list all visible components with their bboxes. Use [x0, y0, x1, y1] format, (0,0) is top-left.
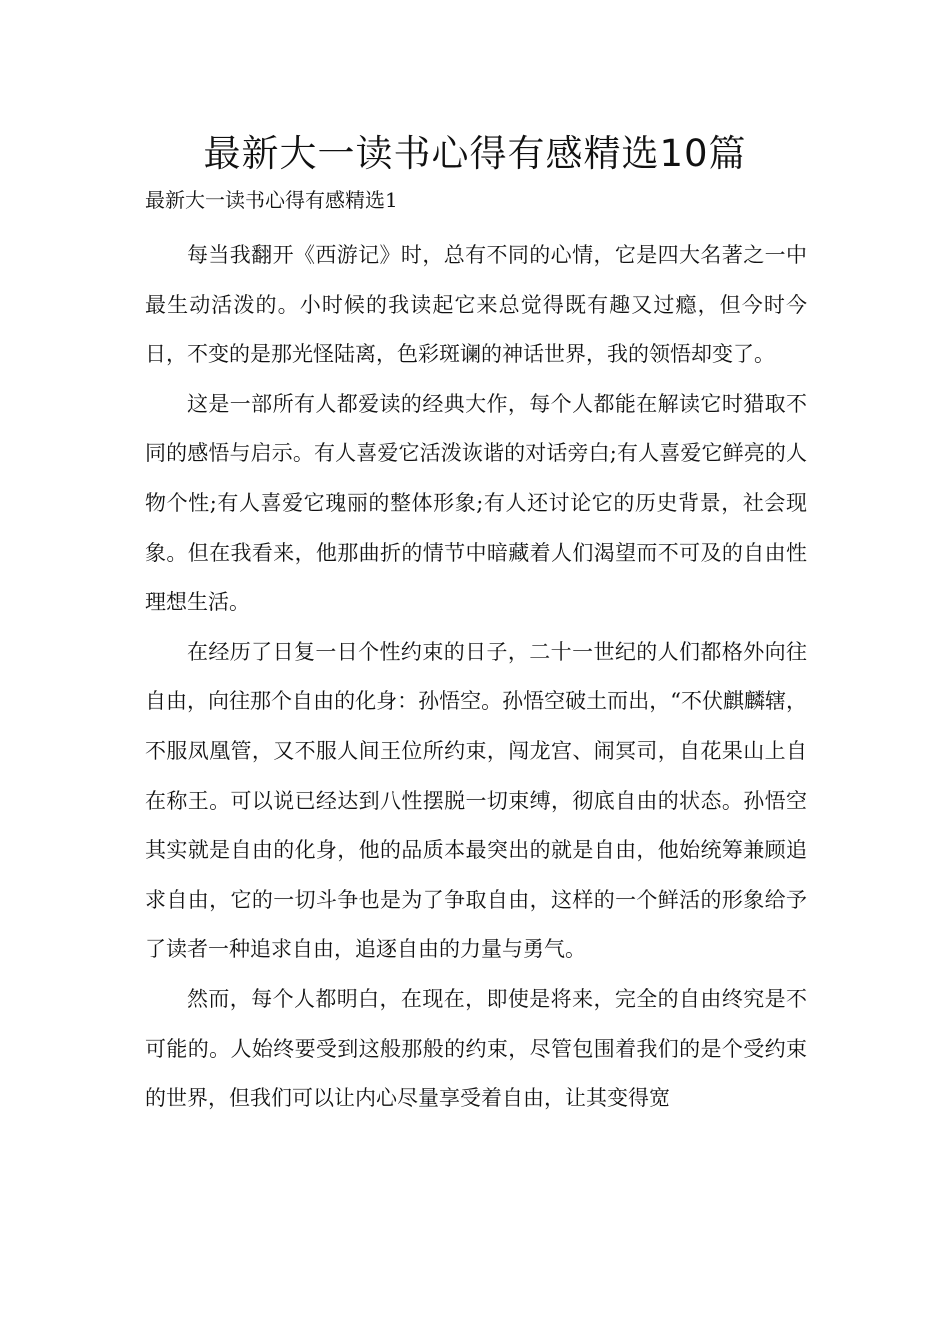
paragraph-3: 在经历了日复一日个性约束的日子，二十一世纪的人们都格外向往自由，向往那个自由的化身：孙悟空。孙悟空破土而出，“不伏麒麟辖，不服凤凰管，又不服人间王位所约束，闯龙宫、闹冥司，自花果山上自在称王。可以说已经达到八性摆脱一切束缚，彻底自由的状态。孙悟空其实就是自由的化身，他的品质本最突出的就是自由，他始统筹兼顾追求自由，它的一切斗争也是为了争取自由，这样的一个鲜活的形象给予了读者一种追求自由，追逐自由的力量与勇气。: [145, 639, 807, 962]
paragraph-1: 每当我翻开《西游记》时，总有不同的心情，它是四大名著之一中最生动活泼的。小时候的我读起它来总觉得既有趣又过瘾，但今时今日，不变的是那光怪陆离，色彩斑谰的神话世界，我的领悟却变了。: [145, 243, 807, 367]
paragraph-4: 然而，每个人都明白，在现在，即使是将来，完全的自由终究是不可能的。人始终要受到这般那般的约束，尽管包围着我们的是个受约束的世界，但我们可以让内心尽量享受着自由，让其变得宽: [145, 986, 807, 1111]
document-title: 最新大一读书心得有感精选10篇: [203, 132, 747, 175]
document-body: [145, 231, 807, 1124]
section-heading: 最新大一读书心得有感精选1: [145, 188, 398, 212]
paragraph-2: 这是一部所有人都爱读的经典大作，每个人都能在解读它时猎取不同的感悟与启示。有人喜爱它活泼诙谐的对话旁白;有人喜爱它鲜亮的人物个性;有人喜爱它瑰丽的整体形象;有人还讨论它的历史背景，社会现象。但在我看来，他那曲折的情节中暗藏着人们渴望而不可及的自由性理想生活。: [145, 391, 807, 615]
